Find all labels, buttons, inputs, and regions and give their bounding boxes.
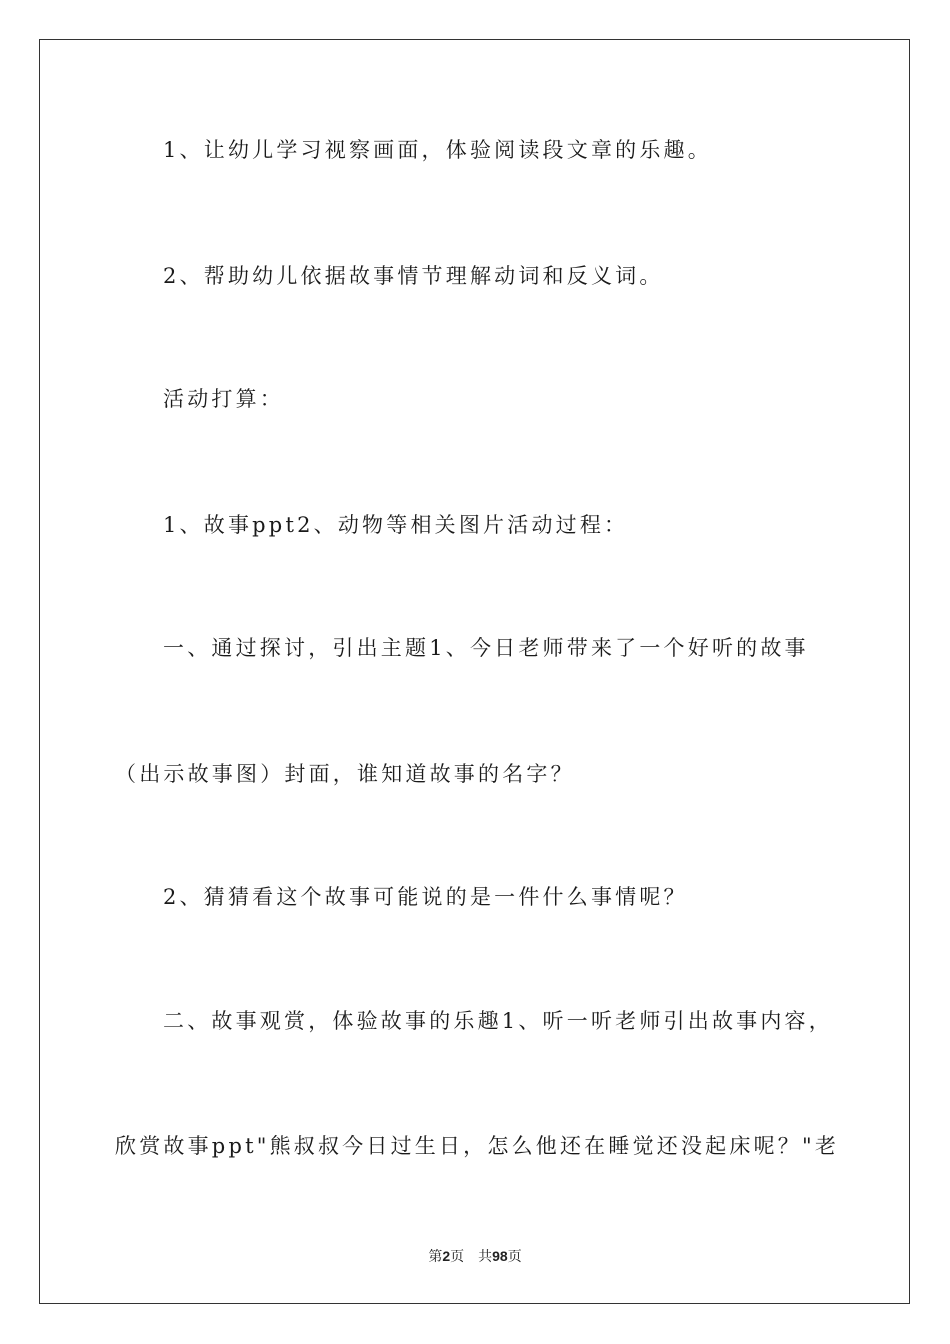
- page-footer: [0, 1247, 950, 1266]
- total-pages: 98: [492, 1248, 508, 1264]
- body-text-line: 一、通过探讨，引出主题1、今日老师带来了一个好听的故事: [163, 636, 809, 660]
- body-text-line: 1、故事ppt2、动物等相关图片活动过程：: [163, 513, 629, 537]
- body-text-line: （出示故事图）封面，谁知道故事的名字？: [115, 762, 575, 786]
- page-prefix: 第: [428, 1249, 443, 1265]
- page-number: 2: [442, 1248, 451, 1264]
- body-text-line: 二、故事观赏，体验故事的乐趣1、听一听老师引出故事内容，: [163, 1009, 833, 1033]
- body-text-line: 欣赏故事ppt"熊叔叔今日过生日，怎么他还在睡觉还没起床呢？"老: [115, 1134, 840, 1158]
- page-suffix: 页: [450, 1249, 465, 1265]
- total-prefix: 共: [478, 1249, 493, 1265]
- body-text-line: 2、猜猜看这个故事可能说的是一件什么事情呢？: [163, 885, 688, 909]
- body-text-line: 2、帮助幼儿依据故事情节理解动词和反义词。: [163, 264, 664, 288]
- page-border: [39, 39, 910, 1304]
- section-heading: 活动打算：: [163, 387, 284, 411]
- total-suffix: 页: [507, 1249, 522, 1265]
- body-text-line: 1、让幼儿学习视察画面，体验阅读段文章的乐趣。: [163, 138, 712, 162]
